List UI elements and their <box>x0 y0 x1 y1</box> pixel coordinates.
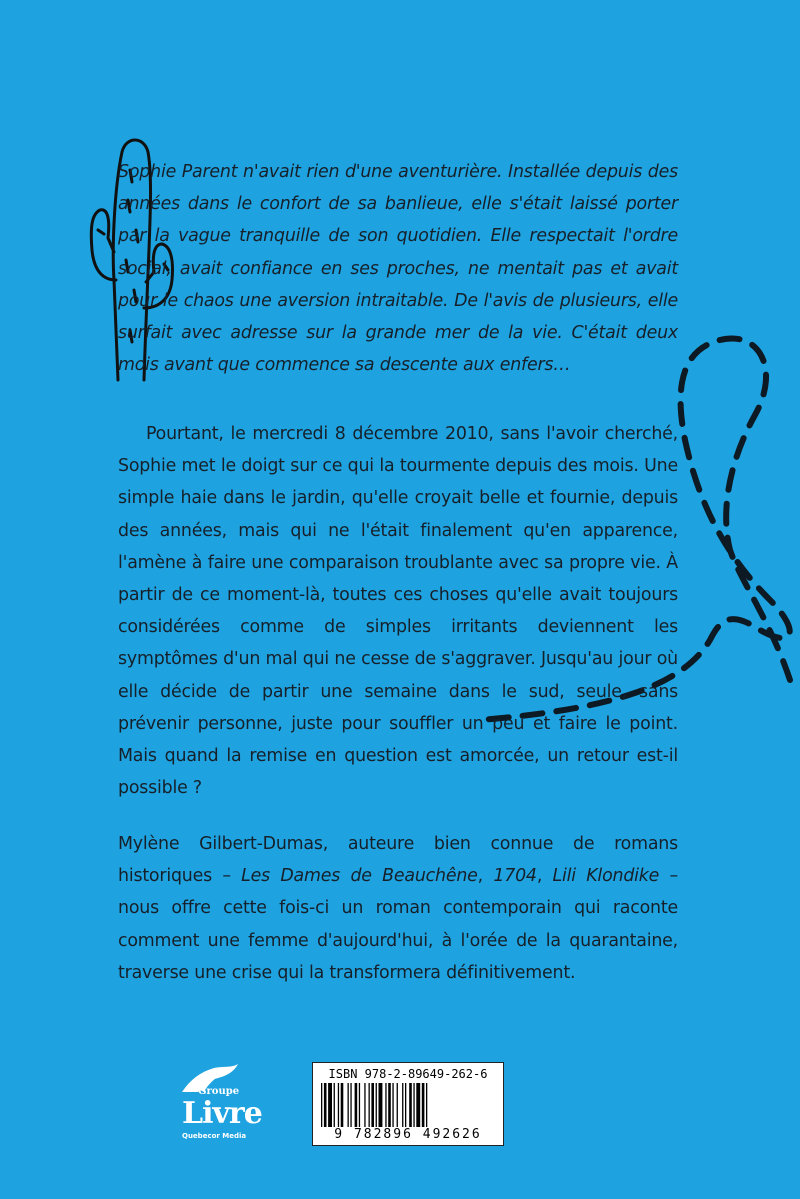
work-dash: – <box>659 866 679 887</box>
work-title-2: 1704 <box>493 866 537 887</box>
work-title-1: Les Dames de Beauchêne <box>241 866 478 887</box>
work-title-3: Lili Klondike <box>552 866 660 887</box>
barcode-bar <box>422 1083 425 1127</box>
author-paragraph-text <box>118 828 678 989</box>
barcode-bar <box>402 1083 403 1127</box>
barcode-bar <box>385 1083 386 1127</box>
barcode-bar <box>359 1083 360 1127</box>
barcode-bar <box>409 1083 412 1127</box>
barcode-bar <box>334 1083 335 1127</box>
barcode-bar <box>321 1083 322 1127</box>
barcode-bar <box>328 1083 332 1127</box>
barcode-bar <box>376 1083 377 1127</box>
publisher-name: Livre <box>182 1096 262 1131</box>
work-separator-2: , <box>536 866 553 887</box>
synopsis-italic-paragraph <box>118 156 678 381</box>
barcode-bar <box>413 1083 414 1127</box>
author-intro: Mylène Gilbert-Dumas, auteure bien connue de romans historiques – <box>118 834 678 887</box>
publisher-parent: Quebecor Media <box>182 1132 247 1140</box>
italic-paragraph-text: Sophie Parent n'avait rien d'une aventurière. Installée depuis des années dans le confort de sa banlieue, elle s'était laissé porter par la vague tranquille de son quotidien. Elle respectait l'ordre social, avait confiance en ses proches, ne mentait pas et avait pour le chaos une aversion intraitable. De l'avis de plusieurs, elle surfait avec adresse sur la grande mer de la vie. C'était deux mois avant que commence sa descente aux enfers… <box>118 162 678 376</box>
synopsis-body-paragraph <box>118 418 678 804</box>
publisher-group: Groupe <box>198 1086 240 1097</box>
barcode <box>312 1062 504 1146</box>
barcode-bars <box>319 1083 497 1127</box>
barcode-bar <box>388 1083 391 1127</box>
barcode-digits: 9 782896 492626 <box>334 1127 482 1142</box>
body-paragraph-text: Pourtant, le mercredi 8 décembre 2010, sans l'avoir cherché, Sophie met le doigt sur ce qui la tourmente depuis des mois. Une simple haie dans le jardin, qu'elle croyait belle et fournie, depuis des années, mais qui ne l'était finalement qu'en apparence, l'amène à faire une comparaison troublante avec sa propre vie. À partir de ce moment-là, toutes ces choses qu'elle avait toujours considérées comme de simples irritants deviennent les symptômes d'un mal qui ne cesse de s'aggraver. Jusqu'au jour où elle décide de partir une semaine dans le sud, seule, sans prévenir personne, juste pour souffler un peu et faire le point. Mais quand la remise en question est amorcée, un retour est-il possible ? <box>118 424 678 799</box>
barcode-bar <box>426 1083 427 1127</box>
work-separator-1: , <box>477 866 494 887</box>
barcode-bar <box>371 1083 374 1127</box>
barcode-bar <box>369 1083 370 1127</box>
barcode-bar <box>379 1083 383 1127</box>
barcode-bar <box>392 1083 393 1127</box>
barcode-bar <box>348 1083 349 1127</box>
barcode-bar <box>350 1083 351 1127</box>
barcode-bar <box>324 1083 327 1127</box>
isbn-label: ISBN 978-2-89649-262-6 <box>328 1067 488 1081</box>
publisher-logo <box>176 1062 262 1146</box>
author-paragraph <box>118 828 678 989</box>
barcode-bar <box>397 1083 398 1127</box>
barcode-bar <box>341 1083 344 1127</box>
barcode-bar <box>355 1083 358 1127</box>
barcode-bar <box>416 1083 420 1127</box>
author-outro: nous offre cette fois-ci un roman contemporain qui raconte comment une femme d'aujourd'hui, à l'orée de la quarantaine, traverse une crise qui la transformera définitivement. <box>118 898 678 983</box>
barcode-bar <box>338 1083 339 1127</box>
barcode-bar <box>364 1083 365 1127</box>
barcode-bar <box>405 1083 406 1127</box>
